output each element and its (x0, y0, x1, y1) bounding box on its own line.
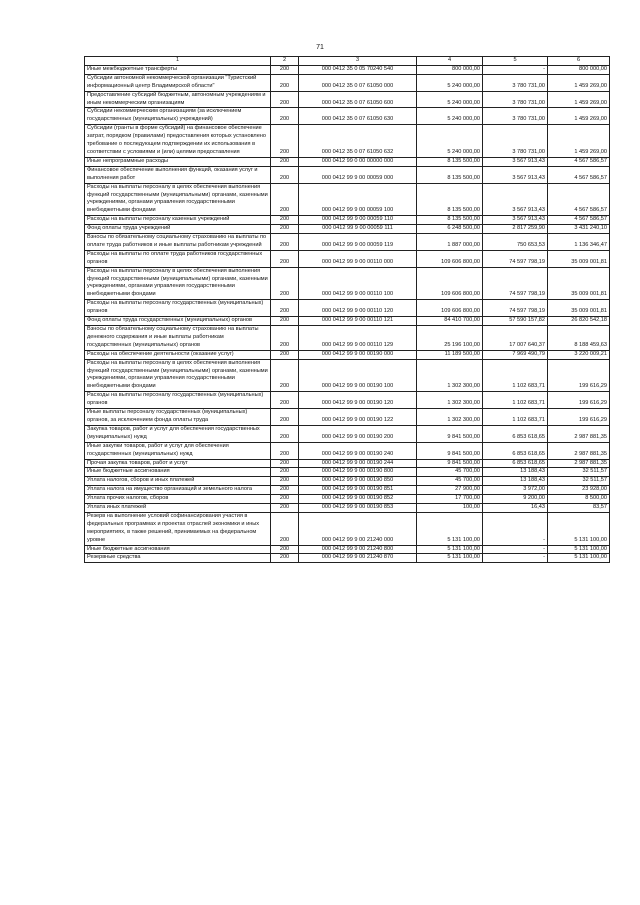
table-row (85, 65, 610, 74)
classification-code: 000 0412 99 9 00 00059 000 (299, 166, 417, 183)
expense-name: Фонд оплаты труда государственных (муниципальных) органов (85, 317, 271, 326)
unexecuted-amount: 1 459 269,00 (548, 125, 610, 158)
table-row (85, 225, 610, 234)
table-row (85, 91, 610, 108)
classification-code: 000 0412 99 9 00 00190 100 (299, 359, 417, 392)
line-code: 200 (271, 459, 299, 468)
unexecuted-amount: 32 511,57 (548, 468, 610, 477)
line-code: 200 (271, 183, 299, 216)
approved-amount: 45 700,00 (417, 477, 483, 486)
approved-amount: 1 302 300,00 (417, 359, 483, 392)
executed-amount: 16,43 (483, 504, 548, 513)
unexecuted-amount: 2 987 881,35 (548, 442, 610, 459)
line-code: 200 (271, 91, 299, 108)
approved-amount: 1 302 300,00 (417, 392, 483, 409)
executed-amount: 1 102 683,71 (483, 409, 548, 426)
table-row (85, 359, 610, 392)
executed-amount: 3 780 731,00 (483, 108, 548, 125)
approved-amount: 5 131 100,00 (417, 554, 483, 563)
expense-name: Иные непрограммные расходы (85, 157, 271, 166)
table-row (85, 477, 610, 486)
line-code: 200 (271, 216, 299, 225)
unexecuted-amount: 23 928,00 (548, 486, 610, 495)
line-code: 200 (271, 74, 299, 91)
unexecuted-amount: 1 459 269,00 (548, 91, 610, 108)
expense-name: Субсидии автономной некоммерческой организации "Туристский информационный центр Владимирской области" (85, 74, 271, 91)
classification-code: 000 0412 99 9 00 00059 100 (299, 183, 417, 216)
executed-amount: 750 653,53 (483, 234, 548, 251)
unexecuted-amount: 199 616,29 (548, 409, 610, 426)
table-row (85, 504, 610, 513)
table-row (85, 512, 610, 545)
unexecuted-amount: 199 616,29 (548, 392, 610, 409)
expense-name: Субсидии некоммерческим организациям (за исключением государственных (муниципальных) учреждений) (85, 108, 271, 125)
table-row (85, 326, 610, 351)
unexecuted-amount: 5 131 100,00 (548, 554, 610, 563)
approved-amount: 5 131 100,00 (417, 545, 483, 554)
line-code: 200 (271, 225, 299, 234)
executed-amount: 3 972,00 (483, 486, 548, 495)
unexecuted-amount: 199 616,29 (548, 359, 610, 392)
classification-code: 000 0412 99 9 00 00190 200 (299, 425, 417, 442)
executed-amount: 3 567 913,43 (483, 166, 548, 183)
classification-code: 000 0412 99 9 00 00110 100 (299, 267, 417, 300)
executed-amount: 3 567 913,43 (483, 183, 548, 216)
unexecuted-amount: 26 820 542,18 (548, 317, 610, 326)
executed-amount: 6 853 618,65 (483, 442, 548, 459)
approved-amount: 6 248 500,00 (417, 225, 483, 234)
executed-amount: 2 817 259,90 (483, 225, 548, 234)
approved-amount: 9 841 500,00 (417, 459, 483, 468)
classification-code: 000 0412 99 9 00 00059 119 (299, 234, 417, 251)
table-row (85, 468, 610, 477)
column-number: 5 (483, 57, 548, 66)
classification-code: 000 0412 99 9 00 00190 240 (299, 442, 417, 459)
unexecuted-amount: 3 431 240,10 (548, 225, 610, 234)
classification-code: 000 0412 99 9 00 00190 120 (299, 392, 417, 409)
line-code: 200 (271, 65, 299, 74)
line-code: 200 (271, 234, 299, 251)
classification-code: 000 0412 99 9 00 00059 110 (299, 216, 417, 225)
table-row (85, 108, 610, 125)
executed-amount: - (483, 65, 548, 74)
unexecuted-amount: 4 567 586,57 (548, 166, 610, 183)
table-row (85, 554, 610, 563)
line-code: 200 (271, 267, 299, 300)
approved-amount: 9 841 500,00 (417, 425, 483, 442)
classification-code: 000 0412 99 9 00 00110 121 (299, 317, 417, 326)
executed-amount: 3 780 731,00 (483, 91, 548, 108)
line-code: 200 (271, 495, 299, 504)
approved-amount: 5 131 100,00 (417, 512, 483, 545)
expense-name: Взносы по обязательному социальному страхованию на выплаты денежного содержания и иные выплаты работникам государственных (муниципальных) органов (85, 326, 271, 351)
line-code: 200 (271, 477, 299, 486)
table-row (85, 74, 610, 91)
table-row (85, 267, 610, 300)
expense-name: Расходы на выплаты персоналу в целях обеспечения выполнения функций государственными (муниципальными) органами, казенными учреждениями, органами управления государственными внебюджетными фондами (85, 183, 271, 216)
expense-name: Иные бюджетные ассигнования (85, 545, 271, 554)
executed-amount: 3 780 731,00 (483, 125, 548, 158)
approved-amount: 84 410 700,00 (417, 317, 483, 326)
table-row (85, 409, 610, 426)
classification-code: 000 0412 35 0 05 70240 540 (299, 65, 417, 74)
executed-amount: 13 188,43 (483, 468, 548, 477)
classification-code: 000 0412 99 9 00 00190 122 (299, 409, 417, 426)
expense-name: Уплата иных платежей (85, 504, 271, 513)
column-number: 1 (85, 57, 271, 66)
expense-name: Закупка товаров, работ и услуг для обеспечения государственных (муниципальных) нужд (85, 425, 271, 442)
approved-amount: 1 302 300,00 (417, 409, 483, 426)
line-code: 200 (271, 250, 299, 267)
classification-code: 000 0412 99 9 00 00190 851 (299, 486, 417, 495)
expense-name: Субсидии (гранты в форме субсидий) на финансовое обеспечение затрат, порядком (правилами) предоставления которых установлено требование о последующем подтверждении их использования в соответствии с условиями и (или) целями предоставления (85, 125, 271, 158)
executed-amount: - (483, 512, 548, 545)
column-number: 2 (271, 57, 299, 66)
expense-name: Взносы по обязательному социальному страхованию на выплаты по оплате труда работников и иные выплаты работникам учреждений (85, 234, 271, 251)
line-code: 200 (271, 486, 299, 495)
executed-amount: 3 567 913,43 (483, 157, 548, 166)
table-row (85, 495, 610, 504)
approved-amount: 800 000,00 (417, 65, 483, 74)
table-row (85, 425, 610, 442)
executed-amount: 6 853 618,65 (483, 425, 548, 442)
classification-code: 000 0412 99 9 00 00110 129 (299, 326, 417, 351)
classification-code: 000 0412 99 9 00 00190 800 (299, 468, 417, 477)
unexecuted-amount: 2 987 881,35 (548, 425, 610, 442)
classification-code: 000 0412 99 9 00 00190 244 (299, 459, 417, 468)
executed-amount: 17 007 640,37 (483, 326, 548, 351)
classification-code: 000 0412 99 9 00 00190 853 (299, 504, 417, 513)
unexecuted-amount: 4 567 586,57 (548, 216, 610, 225)
column-number: 6 (548, 57, 610, 66)
expense-name: Иные бюджетные ассигнования (85, 468, 271, 477)
table-row (85, 350, 610, 359)
classification-code: 000 0412 99 9 00 21240 800 (299, 545, 417, 554)
executed-amount: 74 597 798,19 (483, 250, 548, 267)
approved-amount: 8 135 500,00 (417, 166, 483, 183)
expense-name: Расходы на выплаты персоналу в целях обеспечения выполнения функций государственными (муниципальными) органами, казенными учреждениями, органами управления государственными внебюджетными фондами (85, 359, 271, 392)
line-code: 200 (271, 317, 299, 326)
expense-name: Расходы на выплаты по оплате труда работников государственных органов (85, 250, 271, 267)
approved-amount: 5 240 000,00 (417, 74, 483, 91)
column-number-row (85, 57, 610, 66)
approved-amount: 27 900,00 (417, 486, 483, 495)
table-row (85, 545, 610, 554)
column-number: 3 (299, 57, 417, 66)
line-code: 200 (271, 350, 299, 359)
executed-amount: 13 188,43 (483, 477, 548, 486)
table-row (85, 250, 610, 267)
executed-amount: 7 969 490,79 (483, 350, 548, 359)
unexecuted-amount: 1 459 269,00 (548, 74, 610, 91)
executed-amount: 1 102 683,71 (483, 359, 548, 392)
unexecuted-amount: 32 511,57 (548, 477, 610, 486)
line-code: 200 (271, 554, 299, 563)
line-code: 200 (271, 108, 299, 125)
unexecuted-amount: 1 459 269,00 (548, 108, 610, 125)
line-code: 200 (271, 392, 299, 409)
unexecuted-amount: 5 131 100,00 (548, 545, 610, 554)
classification-code: 000 0412 99 9 00 00190 000 (299, 350, 417, 359)
page-number: 71 (316, 44, 324, 51)
unexecuted-amount: 8 500,00 (548, 495, 610, 504)
expense-name: Уплата налога на имущество организаций и земельного налога (85, 486, 271, 495)
expense-name: Расходы на обеспечение деятельности (оказание услуг) (85, 350, 271, 359)
approved-amount: 100,00 (417, 504, 483, 513)
line-code: 200 (271, 359, 299, 392)
budget-execution-table (84, 56, 610, 563)
table-row (85, 486, 610, 495)
classification-code: 000 0412 99 9 00 21240 870 (299, 554, 417, 563)
executed-amount: 74 597 798,19 (483, 300, 548, 317)
unexecuted-amount: 8 188 459,63 (548, 326, 610, 351)
table-row (85, 459, 610, 468)
line-code: 200 (271, 326, 299, 351)
table-row (85, 234, 610, 251)
classification-code: 000 0412 99 0 00 00000 000 (299, 157, 417, 166)
line-code: 200 (271, 425, 299, 442)
executed-amount: 3 567 913,43 (483, 216, 548, 225)
unexecuted-amount: 5 131 100,00 (548, 512, 610, 545)
executed-amount: 57 590 157,82 (483, 317, 548, 326)
approved-amount: 45 700,00 (417, 468, 483, 477)
expense-name: Уплата налогов, сборов и иных платежей (85, 477, 271, 486)
expense-name: Предоставление субсидий бюджетным, автономным учреждениям и иным некоммерческим организациям (85, 91, 271, 108)
unexecuted-amount: 83,57 (548, 504, 610, 513)
approved-amount: 109 606 800,00 (417, 267, 483, 300)
expense-name: Фонд оплаты труда учреждений (85, 225, 271, 234)
executed-amount: 6 853 618,65 (483, 459, 548, 468)
table-row (85, 392, 610, 409)
executed-amount: 74 597 798,19 (483, 267, 548, 300)
approved-amount: 5 240 000,00 (417, 125, 483, 158)
unexecuted-amount: 1 136 346,47 (548, 234, 610, 251)
line-code: 200 (271, 545, 299, 554)
table-row (85, 442, 610, 459)
table-row (85, 317, 610, 326)
unexecuted-amount: 35 009 001,81 (548, 250, 610, 267)
classification-code: 000 0412 35 0 07 61050 600 (299, 91, 417, 108)
column-number: 4 (417, 57, 483, 66)
approved-amount: 11 189 500,00 (417, 350, 483, 359)
expense-name: Финансовое обеспечение выполнения функций, оказания услуг и выполнения работ (85, 166, 271, 183)
executed-amount: 1 102 683,71 (483, 392, 548, 409)
table-body (85, 57, 610, 563)
classification-code: 000 0412 99 9 00 00110 000 (299, 250, 417, 267)
approved-amount: 8 135 500,00 (417, 216, 483, 225)
approved-amount: 25 196 100,00 (417, 326, 483, 351)
line-code: 200 (271, 442, 299, 459)
classification-code: 000 0412 35 0 07 61050 000 (299, 74, 417, 91)
classification-code: 000 0412 99 9 00 21240 000 (299, 512, 417, 545)
approved-amount: 17 700,00 (417, 495, 483, 504)
table-row (85, 157, 610, 166)
unexecuted-amount: 4 567 586,57 (548, 157, 610, 166)
approved-amount: 5 240 000,00 (417, 91, 483, 108)
expense-name: Резерв на выполнение условий софинансирования участия в федеральных программах и проектах отраслей экономики и иных мероприятиях, в также решений, принимаемых на федеральном уровне (85, 512, 271, 545)
table-row (85, 300, 610, 317)
table-row (85, 183, 610, 216)
classification-code: 000 0412 99 9 00 00190 850 (299, 477, 417, 486)
expense-name: Уплата прочих налогов, сборов (85, 495, 271, 504)
line-code: 200 (271, 157, 299, 166)
expense-name: Резервные средства (85, 554, 271, 563)
unexecuted-amount: 4 567 586,57 (548, 183, 610, 216)
executed-amount: 9 200,00 (483, 495, 548, 504)
line-code: 200 (271, 512, 299, 545)
classification-code: 000 0412 35 0 07 61050 630 (299, 108, 417, 125)
line-code: 200 (271, 166, 299, 183)
approved-amount: 1 887 000,00 (417, 234, 483, 251)
classification-code: 000 0412 99 9 00 00190 852 (299, 495, 417, 504)
table-row (85, 125, 610, 158)
classification-code: 000 0412 99 9 00 00110 120 (299, 300, 417, 317)
unexecuted-amount: 3 220 009,21 (548, 350, 610, 359)
executed-amount: - (483, 545, 548, 554)
expense-name: Иные выплаты персоналу государственных (муниципальных) органов, за исключением фонда оплаты труда (85, 409, 271, 426)
approved-amount: 8 135 500,00 (417, 183, 483, 216)
expense-name: Расходы на выплаты персоналу государственных (муниципальных) органов (85, 300, 271, 317)
expense-name: Расходы на выплаты персоналу в целях обеспечения выполнения функций государственными (муниципальными) органами, казенными учреждениями, органами управления государственными внебюджетными фондами (85, 267, 271, 300)
table-row (85, 216, 610, 225)
approved-amount: 5 240 000,00 (417, 108, 483, 125)
expense-name: Расходы на выплаты персоналу казенных учреждений (85, 216, 271, 225)
expense-name: Прочая закупка товаров, работ и услуг (85, 459, 271, 468)
classification-code: 000 0412 99 9 00 00059 111 (299, 225, 417, 234)
unexecuted-amount: 2 987 881,35 (548, 459, 610, 468)
line-code: 200 (271, 504, 299, 513)
expense-name: Иные закупки товаров, работ и услуг для обеспечения государственных (муниципальных) нужд (85, 442, 271, 459)
approved-amount: 109 606 800,00 (417, 250, 483, 267)
approved-amount: 109 606 800,00 (417, 300, 483, 317)
expense-name: Расходы на выплаты персоналу государственных (муниципальных) органов (85, 392, 271, 409)
executed-amount: 3 780 731,00 (483, 74, 548, 91)
classification-code: 000 0412 35 0 07 61050 632 (299, 125, 417, 158)
approved-amount: 9 841 500,00 (417, 442, 483, 459)
line-code: 200 (271, 300, 299, 317)
table-row (85, 166, 610, 183)
unexecuted-amount: 35 009 001,81 (548, 267, 610, 300)
unexecuted-amount: 35 009 001,81 (548, 300, 610, 317)
unexecuted-amount: 800 000,00 (548, 65, 610, 74)
line-code: 200 (271, 409, 299, 426)
line-code: 200 (271, 125, 299, 158)
expense-name: Иные межбюджетные трансферты (85, 65, 271, 74)
approved-amount: 8 135 500,00 (417, 157, 483, 166)
executed-amount: - (483, 554, 548, 563)
line-code: 200 (271, 468, 299, 477)
